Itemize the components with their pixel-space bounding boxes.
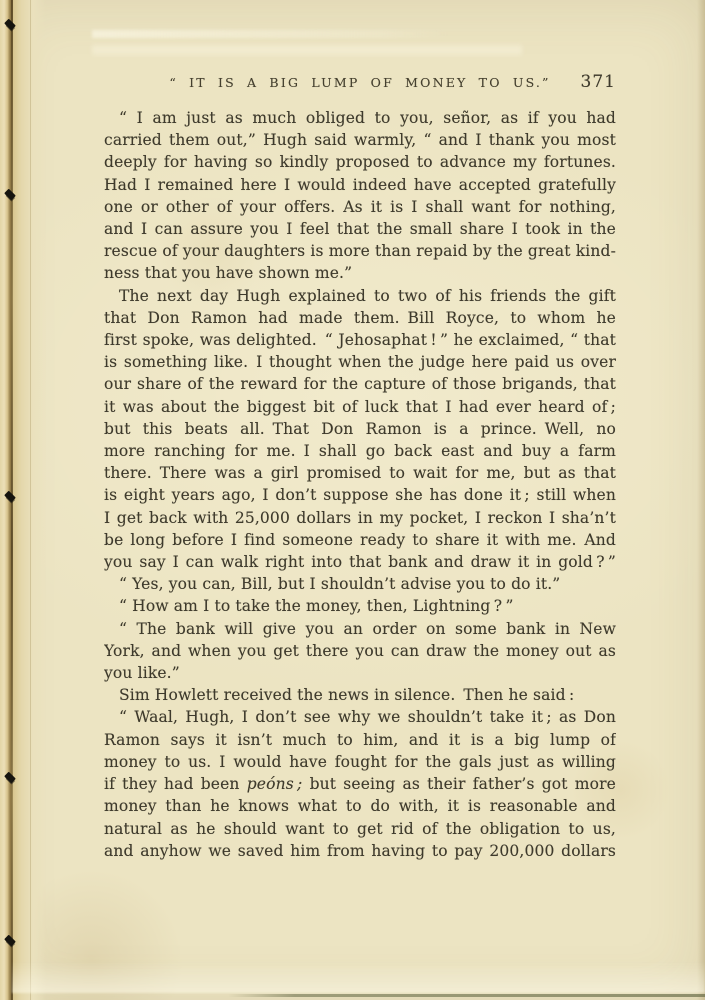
text-line bbox=[104, 462, 616, 484]
text-segment: first spoke, was delighted. “ Jehosaphat ! ” he exclaimed, “ that bbox=[104, 331, 616, 350]
text-line bbox=[104, 307, 616, 329]
text-segment: our share of the reward for the capture of those brigands, that bbox=[104, 375, 616, 394]
italic-text: peóns ; bbox=[246, 775, 303, 794]
text-line bbox=[104, 174, 616, 196]
running-header-title: “ IT IS A BIG LUMP OF MONEY TO US.” bbox=[169, 75, 551, 90]
text-segment: you like.” bbox=[104, 664, 180, 683]
text-segment: is something like. I thought when the judge here paid us over bbox=[104, 353, 616, 372]
page-right-edge bbox=[697, 0, 705, 1000]
text-line bbox=[104, 840, 616, 862]
text-segment: I get back with 25,000 dollars in my pocket, I reckon I sha’n’t bbox=[104, 508, 616, 527]
paragraph bbox=[104, 706, 616, 861]
text-line bbox=[104, 262, 616, 284]
text-line bbox=[104, 818, 616, 840]
text-line bbox=[104, 618, 616, 640]
text-line bbox=[104, 107, 616, 129]
text-segment: but this beats all. That Don Ramon is a prince. Well, no bbox=[104, 419, 616, 438]
text-segment: Sim Howlett received the news in silence. Then he said : bbox=[119, 686, 575, 705]
text-line bbox=[104, 684, 616, 706]
paragraph bbox=[104, 595, 616, 617]
page-number: 371 bbox=[580, 72, 616, 92]
text-segment: it was about the biggest bit of luck that I had ever heard of ; bbox=[104, 397, 616, 416]
text-segment: one or other of your offers. As it is I shall want for nothing, bbox=[104, 197, 616, 216]
text-line bbox=[104, 795, 616, 817]
paragraph bbox=[104, 684, 616, 706]
text-segment: “ I am just as much obliged to you, señor, as if you had bbox=[119, 109, 616, 127]
running-header bbox=[104, 72, 616, 92]
text-segment: if they had been bbox=[104, 775, 247, 794]
text-segment: money than he knows what to do with, it is reasonable and bbox=[104, 797, 616, 816]
text-line bbox=[104, 484, 616, 506]
text-segment: Ramon says it isn’t much to him, and it is a big lump of bbox=[104, 730, 616, 749]
text-line bbox=[104, 285, 616, 307]
text-segment: “ Waal, Hugh, I don’t see why we shouldn’t take it ; as Don bbox=[119, 708, 616, 727]
text-segment: York, and when you get there you can draw the money out as bbox=[104, 641, 616, 660]
paper-streak bbox=[92, 30, 452, 38]
text-segment: be long before I find someone ready to share it with me. And bbox=[104, 530, 616, 549]
text-line bbox=[104, 329, 616, 351]
binding-edge bbox=[0, 0, 46, 1000]
paragraph bbox=[104, 618, 616, 685]
bottom-edge-line bbox=[228, 994, 705, 997]
text-line bbox=[104, 418, 616, 440]
text-line bbox=[104, 595, 616, 617]
text-line bbox=[104, 551, 616, 573]
page-bottom-edge bbox=[12, 961, 705, 993]
text-line bbox=[104, 529, 616, 551]
text-line bbox=[104, 773, 616, 795]
text-line bbox=[104, 196, 616, 218]
text-segment: The next day Hugh explained to two of his friends the gift bbox=[119, 286, 616, 305]
text-line bbox=[104, 507, 616, 529]
text-segment: money to us. I would have fought for the gals just as willing bbox=[104, 752, 616, 771]
text-segment: ness that you have shown me.” bbox=[104, 264, 353, 283]
text-line bbox=[104, 751, 616, 773]
text-line bbox=[104, 240, 616, 262]
text-segment: rescue of your daughters is more than repaid by the great kind- bbox=[104, 242, 616, 261]
text-line bbox=[104, 729, 616, 751]
text-segment: deeply for having so kindly proposed to advance my fortunes. bbox=[104, 153, 616, 172]
text-segment: more ranching for me. I shall go back east and buy a farm bbox=[104, 442, 616, 461]
paper-streak bbox=[92, 45, 522, 55]
text-line bbox=[104, 218, 616, 240]
text-segment: but seeing as their father’s got more bbox=[302, 775, 616, 794]
text-segment: that Don Ramon had made them. Bill Royce, to whom he bbox=[104, 308, 616, 327]
text-segment: and anyhow we saved him from having to pay 200,000 dollars bbox=[104, 841, 616, 860]
text-line bbox=[104, 129, 616, 151]
text-segment: “ How am I to take the money, then, Lightning ? ” bbox=[119, 597, 514, 616]
text-line bbox=[104, 151, 616, 173]
text-segment: natural as he should want to get rid of the obligation to us, bbox=[104, 819, 616, 838]
text-line bbox=[104, 662, 616, 684]
text-segment: carried them out,” Hugh said warmly, “ and I thank you most bbox=[104, 131, 616, 150]
text-line bbox=[104, 373, 616, 395]
text-line bbox=[104, 640, 616, 662]
text-segment: Had I remained here I would indeed have accepted gratefully bbox=[104, 175, 616, 194]
text-segment: is eight years ago, I don’t suppose she has done it ; still when bbox=[104, 486, 616, 505]
text-line bbox=[104, 351, 616, 373]
text-segment: there. There was a girl promised to wait for me, but as that bbox=[104, 464, 616, 483]
text-block bbox=[104, 107, 616, 862]
paragraph bbox=[104, 285, 616, 574]
text-line bbox=[104, 706, 616, 728]
text-segment: and I can assure you I feel that the small share I took in the bbox=[104, 220, 616, 239]
paragraph bbox=[104, 573, 616, 595]
text-line bbox=[104, 573, 616, 595]
text-line bbox=[104, 396, 616, 418]
text-line bbox=[104, 440, 616, 462]
binding-crease-secondary bbox=[30, 0, 31, 1000]
text-segment: “ The bank will give you an order on some bank in New bbox=[119, 619, 616, 638]
text-segment: “ Yes, you can, Bill, but I shouldn’t advise you to do it.” bbox=[119, 575, 561, 594]
paragraph bbox=[104, 107, 616, 285]
text-segment: you say I can walk right into that bank and draw it in gold ? ” bbox=[104, 553, 616, 572]
